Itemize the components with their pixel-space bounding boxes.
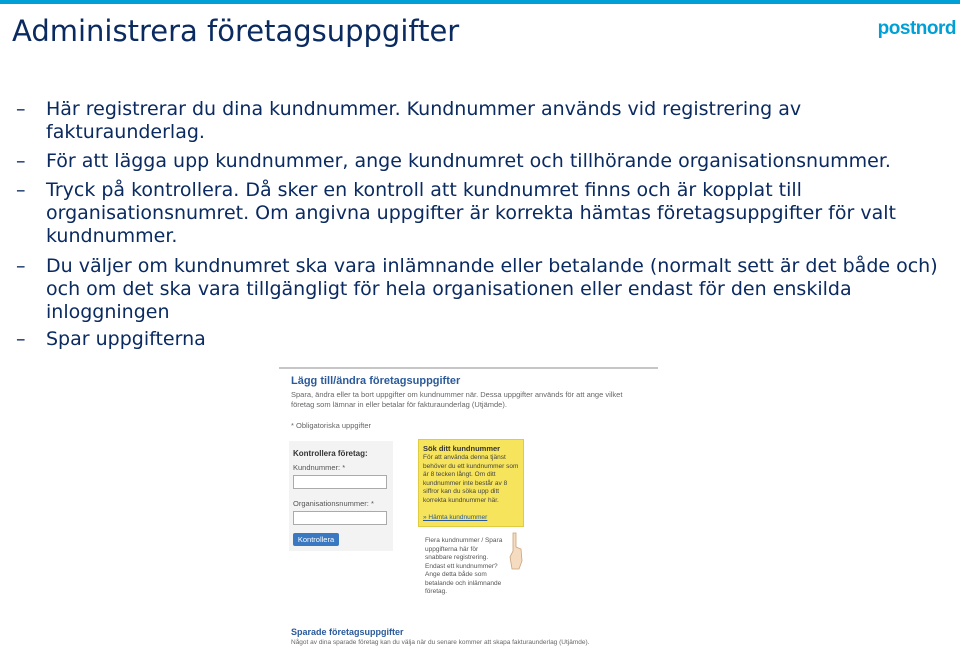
- bullet-item: [10, 150, 950, 173]
- side-note: Flera kundnummer / Spara uppgifterna här för snabbare registrering. Endast ett kundnummer? Ange detta både som betalande och inlämnande företag.: [425, 537, 503, 595]
- required-note: * Obligatoriska uppgifter: [291, 421, 372, 430]
- bullet-item: [10, 328, 950, 351]
- bullet-text: Spar uppgifterna: [46, 328, 206, 350]
- bullet-text: Du väljer om kundnumret ska vara inlämnande eller betalande (normalt sett är det både och) och om det ska vara tillgängligt för hela organisationen eller endast för den enskilda inloggningen: [46, 255, 938, 323]
- saved-title: Sparade företagsuppgifter: [291, 627, 404, 637]
- dash-marker: –: [16, 255, 26, 277]
- dash-marker: –: [16, 98, 26, 120]
- bullet-item: [10, 255, 950, 324]
- bullet-text: För att lägga upp kundnummer, ange kundnumret och tillhörande organisationsnummer.: [46, 150, 891, 172]
- bullet-item: [10, 98, 950, 144]
- control-button[interactable]: Kontrollera: [293, 533, 339, 546]
- fetch-customer-number-link[interactable]: » Hämta kundnummer: [423, 514, 488, 521]
- org-number-input[interactable]: [293, 511, 387, 525]
- dash-marker: –: [16, 179, 26, 201]
- bullet-text: Tryck på kontrollera. Då sker en kontroll att kundnumret finns och är kopplat till organisationsnumret. Om angivna uppgifter är korrekta hämtas företagsuppgifter för valt kundnummer.: [46, 179, 896, 247]
- embedded-screenshot: [279, 367, 658, 657]
- form-title: Lägg till/ändra företagsuppgifter: [291, 375, 461, 387]
- form-intro: Spara, ändra eller ta bort uppgifter om kundnummer när. Dessa uppgifter används för att ange vilket företag som lämnar in eller betalar för fakturaunderlag (Utjämde).: [291, 390, 623, 409]
- postnord-logo: postnord: [877, 18, 956, 39]
- customer-number-label: Kundnummer: *: [293, 463, 346, 472]
- bullet-list: [10, 98, 950, 351]
- help-text: För att använda denna tjänst behöver du ett kundnummer som är 8 tecken långt. Om ditt kundnummer inte består av 8 siffror kan du söka upp ditt korrekta kundnummer här.: [423, 454, 519, 504]
- dash-marker: –: [16, 328, 26, 350]
- customer-number-input[interactable]: [293, 475, 387, 489]
- pointing-hand-icon: [507, 531, 525, 571]
- top-accent-bar: [0, 0, 960, 4]
- slide-title: Administrera företagsuppgifter: [12, 14, 460, 48]
- saved-text: Något av dina sparade företag kan du välja när du senare kommer att skapa fakturaunderlag (Utjämde).: [291, 639, 590, 646]
- dash-marker: –: [16, 150, 26, 172]
- org-number-label: Organisationsnummer: *: [293, 499, 374, 508]
- bullet-item: [10, 179, 950, 248]
- control-heading: Kontrollera företag:: [293, 449, 368, 458]
- help-box: [418, 439, 524, 527]
- bullet-text: Här registrerar du dina kundnummer. Kundnummer används vid registrering av fakturaunderlag.: [46, 98, 802, 143]
- help-title: Sök ditt kundnummer: [423, 444, 501, 453]
